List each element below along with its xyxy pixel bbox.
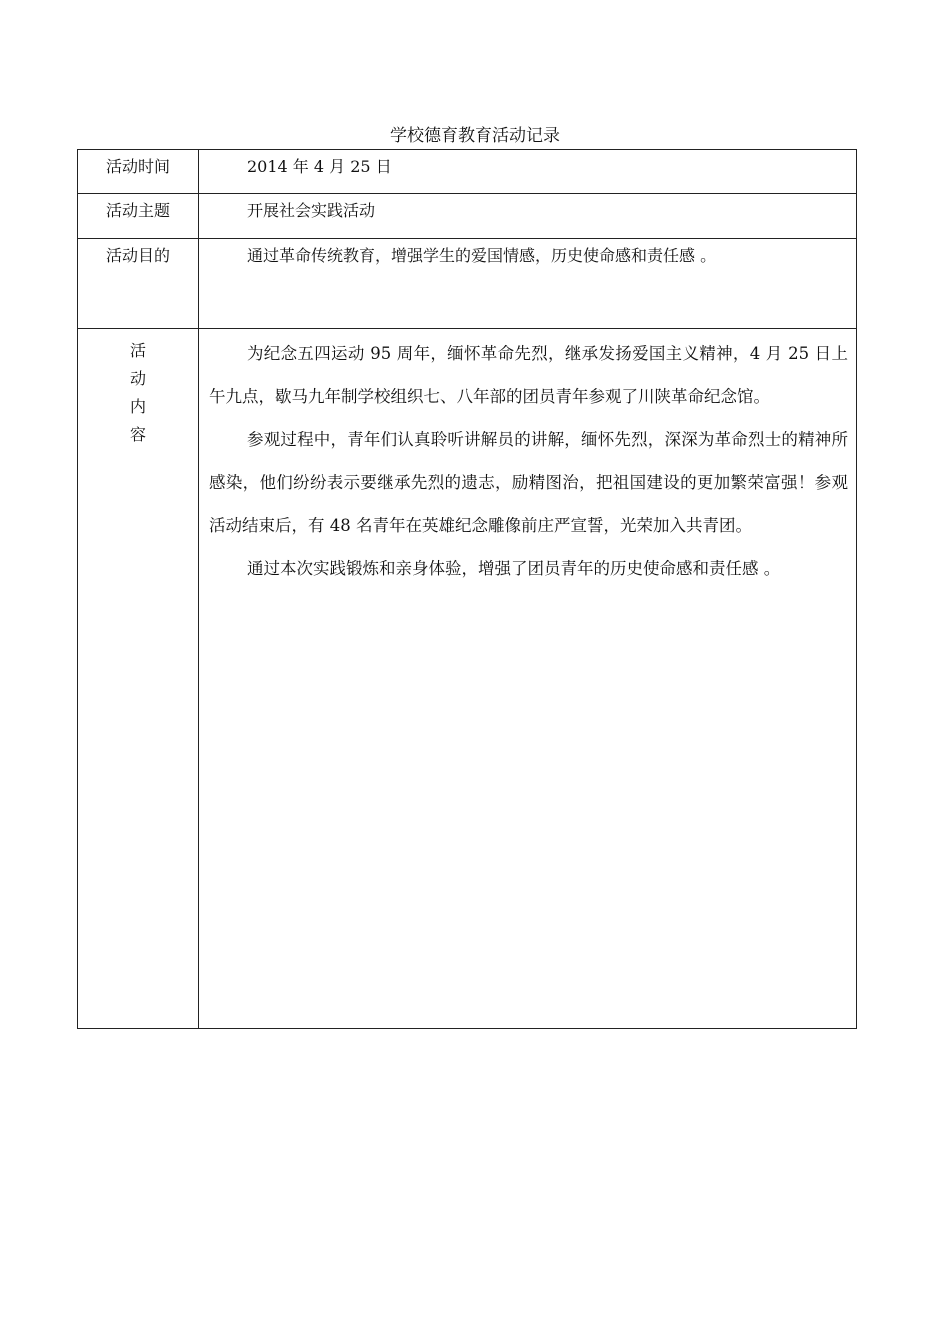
content-label-char: 活 [129, 341, 146, 360]
theme-value-text: 开展社会实践活动 [247, 201, 376, 220]
content-paragraph: 参观过程中，青年们认真聆听讲解员的讲解，缅怀先烈，深深为革命烈士的精神所感染，他们纷纷表示要继承先烈的遗志，励精图治，把祖国建设的更加繁荣富强！参观活动结束后，有 48 名青年在英雄纪念雕像前庄严宣誓，光荣加入共青团。 [209, 430, 848, 535]
activity-record-table [77, 149, 857, 1029]
content-label-vertical [78, 334, 198, 449]
theme-label: 活动主题 [78, 194, 199, 239]
content-paragraph: 为纪念五四运动 95 周年，缅怀革命先烈，继承发扬爱国主义精神，4 月 25 日上午九点，歇马九年制学校组织七、八年部的团员青年参观了川陕革命纪念馆。 [209, 344, 848, 406]
table-row-content [78, 329, 857, 1029]
table-row-theme [78, 194, 857, 239]
content-body [199, 329, 857, 1029]
time-value [199, 150, 857, 194]
content-label-char: 容 [129, 425, 146, 444]
document-title: 学校德育教育活动记录 [390, 126, 560, 146]
content-label [78, 329, 199, 1029]
purpose-value [199, 239, 857, 329]
theme-value [199, 194, 857, 239]
time-label: 活动时间 [78, 150, 199, 194]
table-row-purpose [78, 239, 857, 329]
content-label-char: 内 [129, 397, 146, 416]
purpose-label: 活动目的 [78, 239, 199, 329]
content-paragraph: 通过本次实践锻炼和亲身体验，增强了团员青年的历史使命感和责任感 。 [247, 559, 781, 578]
purpose-value-text: 通过革命传统教育，增强学生的爱国情感，历史使命感和责任感 。 [247, 246, 717, 265]
table-row-time [78, 150, 857, 194]
content-label-char: 动 [129, 369, 146, 388]
time-value-text: 2014 年 4 月 25 日 [247, 157, 392, 176]
